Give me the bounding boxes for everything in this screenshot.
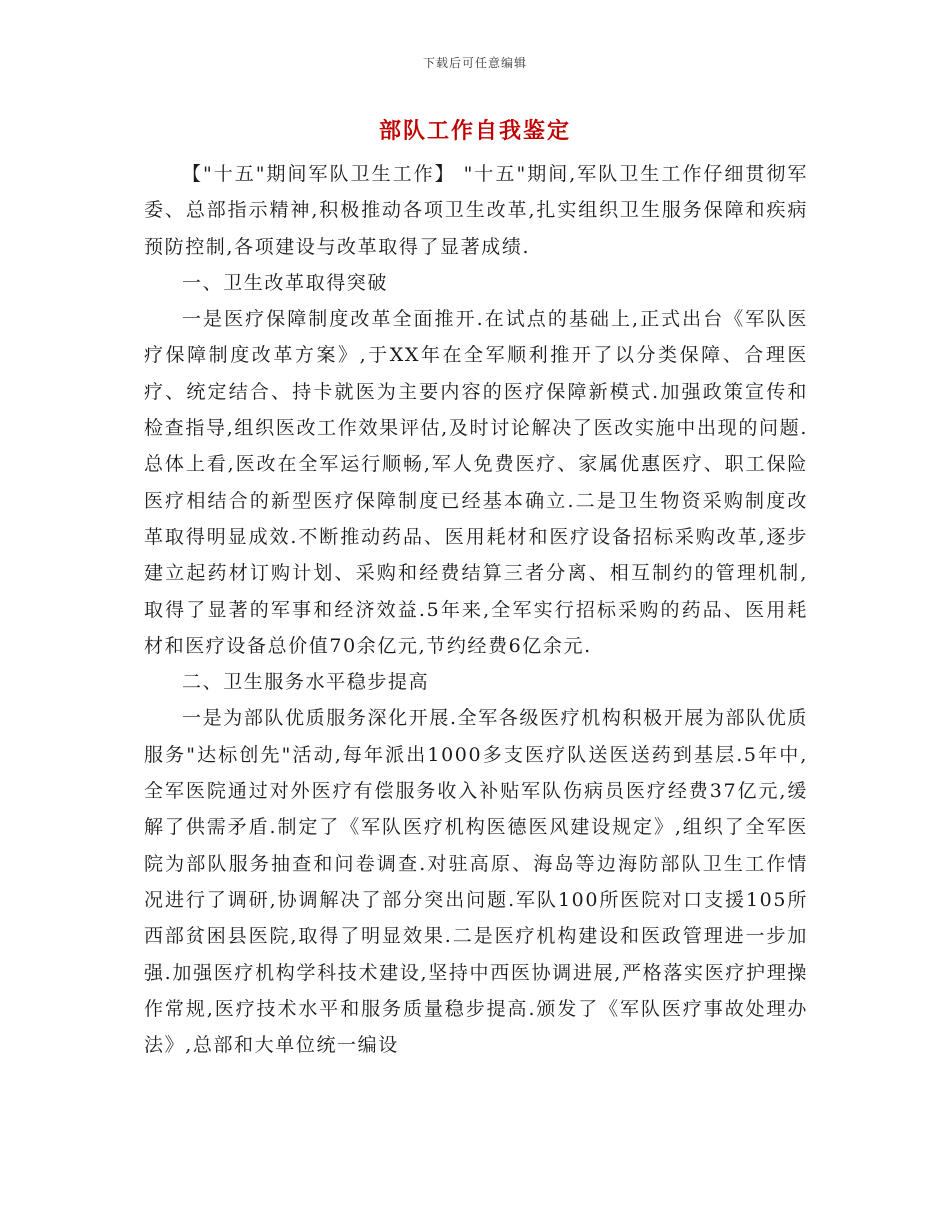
intro-paragraph: 【"十五"期间军队卫生工作】 "十五"期间,军队卫生工作仔细贯彻军委、总部指示精神,积极推动各项卫生改革,扎实组织卫生服务保障和疾病预防控制,各项建设与改革取得了显著成绩. [144,163,808,258]
section-2-paragraph: 一是为部队优质服务深化开展.全军各级医疗机构积极开展为部队优质服务"达标创先"活动,每年派出1000多支医疗队送医送药到基层.5年中,全军医院通过对外医疗有偿服务收入补贴军队伤病员医疗经费37亿元,缓解了供需矛盾.制定了《军队医疗机构医德医风建设规定》,组织了全军医院为部队服务抽查和问卷调查.对驻高原、海岛等边海防部队卫生工作情况进行了调研,协调解决了部分突出问题.军队100所医院对口支援105所西部贫困县医院,取得了明显效果.二是医疗机构建设和医政管理进一步加强.加强医疗机构学科技术建设,坚持中西医协调进展,严格落实医疗护理操作常规,医疗技术水平和服务质量稳步提高.颁发了《军队医疗事故处理办法》,总部和大单位统一编设 [144,707,808,1057]
section-1-paragraph: 一是医疗保障制度改革全面推开.在试点的基础上,正式出台《军队医疗保障制度改革方案》,于XX年在全军顺利推开了以分类保障、合理医疗、统定结合、持卡就医为主要内容的医疗保障新模式.加强政策宣传和检查指导,组织医改工作效果评估,及时讨论解决了医改实施中出现的问题.总体上看,医改在全军运行顺畅,军人免费医疗、家属优惠医疗、职工保险医疗相结合的新型医疗保障制度已经基本确立.二是卫生物资采购制度改革取得明显成效.不断推动药品、医用耗材和医疗设备招标采购改革,逐步建立起药材订购计划、采购和经费结算三者分离、相互制约的管理机制,取得了显著的军事和经济效益.5年来,全军实行招标采购的药品、医用耗材和医疗设备总价值70余亿元,节约经费6亿余元. [144,308,808,657]
section-heading-1: 一、卫生改革取得突破 [182,271,389,294]
document-title: 部队工作自我鉴定 [378,119,571,144]
section-heading-2: 二、卫生服务水平稳步提高 [182,671,430,694]
header-note: 下载后可任意编辑 [422,56,527,70]
document-body [144,156,808,1063]
